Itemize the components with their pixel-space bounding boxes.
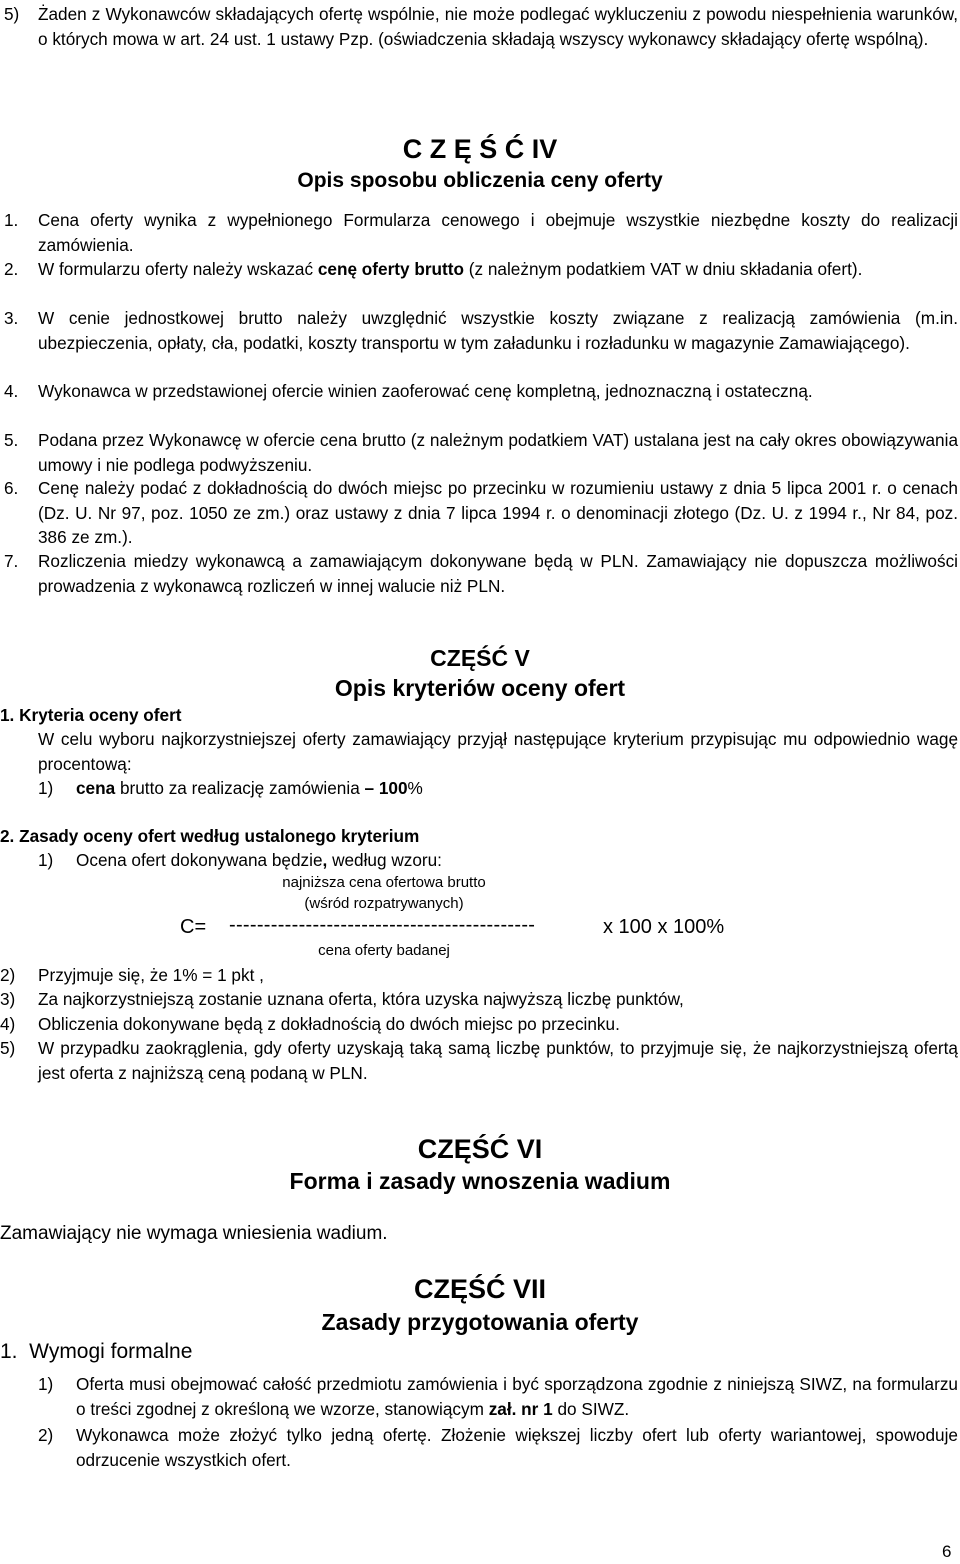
item-text: Podana przez Wykonawcę w ofercie cena brutto (z należnym podatkiem VAT) ustalana jest na cały okres obowiązywania umowy i nie podlega podwyższeniu. <box>38 430 958 475</box>
item-number: 2) <box>38 1425 54 1445</box>
list-item <box>4 306 958 355</box>
list-item <box>4 428 958 477</box>
formula-denominator: cena oferty badanej <box>318 942 450 959</box>
item-number: 4. <box>4 381 19 401</box>
item-number: 5) <box>4 4 20 24</box>
formula-multiplier: x 100 x 100% <box>603 916 725 938</box>
list-item <box>4 2 958 51</box>
paragraph: W celu wyboru najkorzystniejszej oferty zamawiający przyjął następujące kryterium przypisując mu odpowiednio wagę procentową: <box>38 729 958 774</box>
item-text: Wykonawca w przedstawionej ofercie winien zaoferować cenę kompletną, jednoznaczną i ostateczną. <box>38 381 813 401</box>
part-vi-heading: CZĘŚĆ VI <box>417 1134 543 1164</box>
item-number: 3. <box>4 308 19 328</box>
item-number: 5. <box>4 430 19 450</box>
paragraph: Zamawiający nie wymaga wniesienia wadium. <box>0 1223 388 1244</box>
section-title: 1. Wymogi formalne <box>0 1340 193 1363</box>
part-v-heading: CZĘŚĆ V <box>430 645 530 671</box>
item-text: Za najkorzystniejszą zostanie uznana oferta, która uzyska najwyższą liczbę punktów, <box>38 989 684 1009</box>
item-text: Obliczenia dokonywane będą z dokładnością do dwóch miejsc po przecinku. <box>38 1014 620 1034</box>
item-text: Przyjmuje się, że 1% = 1 pkt , <box>38 965 264 985</box>
section-title: 1. Kryteria oceny ofert <box>0 705 182 725</box>
item-number: 5) <box>0 1038 16 1058</box>
item-number: 4) <box>0 1014 16 1034</box>
formula-fraction-line: -------------------------------------------- <box>229 914 536 936</box>
list-item <box>38 1372 958 1421</box>
part-vi-subheading: Forma i zasady wnoszenia wadium <box>289 1168 671 1194</box>
list-item <box>0 963 958 988</box>
list-item <box>0 987 958 1012</box>
item-number: 2) <box>0 965 16 985</box>
item-number: 3) <box>0 989 16 1009</box>
item-text: Cena oferty wynika z wypełnionego Formularza cenowego i obejmuje wszystkie niezbędne koszty do realizacji zamówienia. <box>38 210 958 255</box>
list-item <box>38 848 958 873</box>
item-text: W cenie jednostkowej brutto należy uwzględnić wszystkie koszty związane z realizacją zamówienia (m.in. ubezpieczenia, opłaty, cła, podatki, koszty transportu w tym załadunku i rozładunku w magazynie Zamawiającego). <box>38 308 958 353</box>
page-number: 6 <box>942 1542 952 1561</box>
item-number: 7. <box>4 551 19 571</box>
item-number: 6. <box>4 478 19 498</box>
item-text: W formularzu oferty należy wskazać cenę oferty brutto (z należnym podatkiem VAT w dniu składania ofert). <box>38 259 863 279</box>
item-number: 1. <box>4 210 19 230</box>
item-text: Wykonawca może złożyć tylko jedną ofertę. Złożenie większej liczby ofert lub oferty wariantowej, spowoduje odrzucenie wszystkich ofert. <box>76 1425 958 1470</box>
formula-c: C= <box>180 916 207 938</box>
list-item <box>4 208 958 257</box>
part-vii-subheading: Zasady przygotowania oferty <box>321 1309 639 1335</box>
item-text: Cenę należy podać z dokładnością do dwóch miejsc po przecinku w rozumieniu ustawy z dnia 5 lipca 2001 r. o cenach (Dz. U. Nr 97, poz. 1050 ze zm.) oraz ustawy z dnia 7 lipca 1994 r. o denominacji złotego (Dz. U. z 1994 r., Nr 84, poz. 386 ze zm.). <box>38 478 958 547</box>
list-item <box>4 379 958 404</box>
part-iv-heading: C Z Ę Ś Ć IV <box>402 134 558 164</box>
item-text: Rozliczenia miedzy wykonawcą a zamawiającym dokonywane będą w PLN. Zamawiający nie dopuszcza możliwości prowadzenia z wykonawcą rozliczeń w innej walucie niż PLN. <box>38 551 958 596</box>
list-item <box>4 549 958 598</box>
item-text: Ocena ofert dokonywana będzie, według wzoru: <box>76 850 442 870</box>
list-item <box>38 1423 958 1472</box>
list-item <box>4 257 958 282</box>
part-vii-heading: CZĘŚĆ VII <box>413 1274 547 1304</box>
item-number: 1) <box>38 850 54 870</box>
list-item <box>0 1036 958 1085</box>
list-item <box>38 776 958 801</box>
list-item <box>4 476 958 550</box>
item-number: 1) <box>38 1374 54 1394</box>
item-number: 2. <box>4 259 19 279</box>
item-text: Oferta musi obejmować całość przedmiotu zamówienia i być sporządzona zgodnie z niniejszą SIWZ, na formularzu o treści zgodnej z określoną we wzorze, stanowiącym zał. nr 1 do SIWZ. <box>76 1374 958 1419</box>
section-title: 2. Zasady oceny ofert według ustalonego kryterium <box>0 826 420 846</box>
formula-numerator: najniższa cena ofertowa brutto <box>282 874 486 891</box>
bold-phrase: cenę oferty brutto <box>317 259 464 279</box>
item-text: W przypadku zaokrąglenia, gdy oferty uzyskają taką samą liczbę punktów, to przyjmuje się, że najkorzystniejszą ofertą jest oferta z najniższą ceną podaną w PLN. <box>38 1038 958 1083</box>
list-item <box>0 1012 958 1037</box>
bold-phrase: zał. nr 1 <box>488 1398 553 1419</box>
part-v-subheading: Opis kryteriów oceny ofert <box>334 675 626 701</box>
formula-numerator-note: (wśród rozpatrywanych) <box>304 895 464 912</box>
item-number: 1) <box>38 778 54 798</box>
part-iv-subheading: Opis sposobu obliczenia ceny oferty <box>297 169 663 192</box>
item-text: Żaden z Wykonawców składających ofertę wspólnie, nie może podlegać wykluczeniu z powodu niespełnienia warunków, o których mowa w art. 24 ust. 1 ustawy Pzp. (oświadczenia składają wszyscy wykonawcy składający ofertę wspólną). <box>38 4 958 49</box>
item-text: cena brutto za realizację zamówienia – 100% <box>76 778 423 798</box>
